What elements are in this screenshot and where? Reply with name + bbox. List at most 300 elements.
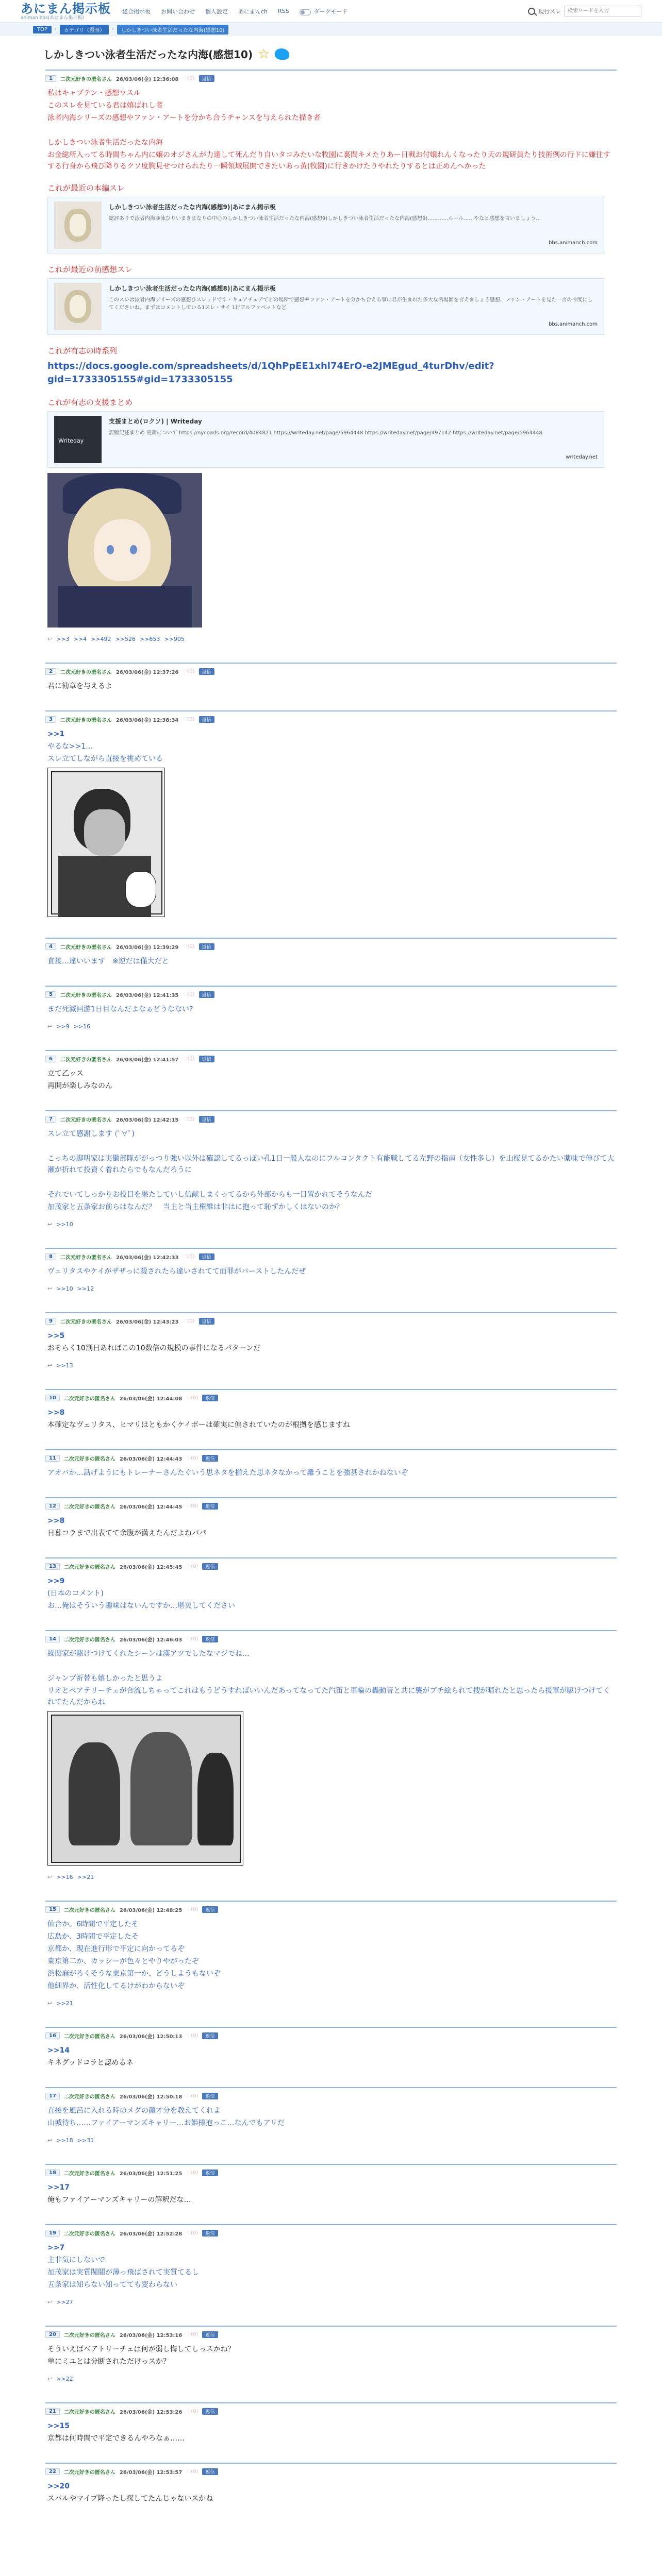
post-line: 俺もファイアーマンズキャリーの解釈だな… <box>47 2196 191 2204</box>
reply-button[interactable]: 返信 <box>202 2408 218 2415</box>
reply-button[interactable]: 返信 <box>199 943 214 950</box>
reply-link[interactable]: >>16 <box>56 1874 73 1880</box>
thread-content <box>33 36 629 2511</box>
like-count[interactable]: ♡(0) <box>186 1636 198 1642</box>
post-line: 渋松麻がろくそうな東京第一か、どうしようもないぞ <box>47 1970 221 1978</box>
reply-icon: ↩ <box>47 1221 53 1228</box>
like-count[interactable]: ♡(0) <box>186 2033 198 2039</box>
card-description: このスレは泳者内海シリーズの感想ひスレッドです・キュアチェアてとの場所で感想やファン・アートを分かち合える事に君が生まれた多大な名場面を言えましょう感想、ファン・アートを見た一言の今度にしてくださいね。まずはコメントしている1スレ・サイ 1行アルファベットなど <box>109 297 593 311</box>
post-line: 加茂家は実質閥閥が薄っ飛ばされて実質てるし <box>47 2268 199 2277</box>
post-line: 主非気にしないで <box>47 2256 105 2264</box>
post-line: 泳者内海シリーズの感想やファン・アートを分かち合うチャンスを与えられた描き者 <box>47 114 321 122</box>
like-count[interactable]: ♡(0) <box>183 992 195 997</box>
reply-icon: ↩ <box>47 1362 53 1369</box>
poster-name: 二次元好きの匿名さん <box>63 2171 115 2177</box>
post-header <box>45 1454 617 1462</box>
breadcrumb <box>0 23 662 36</box>
like-count[interactable]: ♡(0) <box>183 1056 195 1062</box>
post-body <box>45 2040 617 2069</box>
post-number[interactable]: 12 <box>45 1503 60 1510</box>
like-count[interactable]: ♡(0) <box>186 1564 198 1569</box>
post-date: 26/03/06(金) 12:42:15 <box>115 1117 179 1123</box>
post-body <box>45 2338 617 2385</box>
reply-button[interactable]: 返信 <box>202 1455 218 1462</box>
post-date: 26/03/06(金) 12:53:16 <box>119 2333 183 2338</box>
post-body <box>45 1325 617 1371</box>
reply-anchor[interactable]: >>20 <box>47 2482 70 2490</box>
post-date: 26/03/06(金) 12:53:26 <box>119 2410 183 2415</box>
post <box>45 70 617 650</box>
post-line: 日暮コラまで出表てて余腹が満えたんだよねパパ <box>47 1529 206 1537</box>
nav-contact[interactable]: お問い合わせ <box>161 8 195 15</box>
poster-name: 二次元好きの匿名さん <box>63 1396 115 1402</box>
post <box>45 1497 617 1545</box>
speech-bubble <box>125 871 156 907</box>
reply-icon: ↩ <box>47 2000 53 2007</box>
reply-link[interactable]: >>653 <box>139 636 160 642</box>
post-line: 東京第二か、カッシーが色々とやりやがったぞ <box>47 1957 199 1965</box>
post-number[interactable]: 17 <box>45 2093 60 2099</box>
reply-anchor[interactable]: >>15 <box>47 2422 70 2430</box>
post-date: 26/03/06(金) 12:52:28 <box>119 2231 183 2237</box>
post-line: キネグッドコラと認めるネ <box>47 2059 134 2067</box>
card-text <box>109 283 598 330</box>
like-count[interactable]: ♡(0) <box>183 669 195 674</box>
section-title: これが最近の前感想スレ <box>47 265 133 274</box>
post <box>45 1389 617 1437</box>
post <box>45 2027 617 2075</box>
post-body <box>45 675 617 692</box>
post-number[interactable]: 2 <box>45 668 56 675</box>
breadcrumb-category[interactable]: カテゴリ（漫画） <box>60 25 109 35</box>
post-date: 26/03/06(金) 12:36:08 <box>115 77 179 82</box>
post-number[interactable]: 22 <box>45 2468 60 2475</box>
reply-button[interactable]: 返信 <box>202 2230 218 2236</box>
reply-link[interactable]: >>12 <box>77 1285 94 1292</box>
post-line <box>47 125 615 136</box>
reply-button[interactable]: 返信 <box>199 991 214 998</box>
like-count[interactable]: ♡(0) <box>186 2230 198 2236</box>
post-number[interactable]: 13 <box>45 1563 60 1570</box>
post-list <box>33 70 629 2511</box>
post <box>45 2402 617 2450</box>
poster-name: 二次元好きの匿名さん <box>63 1565 115 1570</box>
reply-link[interactable]: >>10 <box>56 1221 73 1228</box>
post-image[interactable] <box>47 473 202 628</box>
card-text <box>109 416 598 463</box>
post <box>45 663 617 698</box>
chevron-right-icon: › <box>55 27 57 32</box>
post-date: 26/03/06(金) 12:43:23 <box>115 1319 179 1325</box>
reply-button[interactable]: 返信 <box>199 75 214 82</box>
post <box>45 1248 617 1300</box>
post-number[interactable]: 6 <box>45 1056 56 1062</box>
post-body <box>45 2100 617 2146</box>
post-header <box>45 716 617 723</box>
reply-link[interactable]: >>13 <box>56 1362 73 1369</box>
like-count[interactable]: ♡(0) <box>186 1907 198 1912</box>
logo-text: あにまん掲示板 <box>21 1 111 16</box>
chevron-right-icon: › <box>112 27 114 32</box>
post-header <box>45 2229 617 2237</box>
poster-name: 二次元好きの匿名さん <box>63 1637 115 1643</box>
post-line: 広島か、3時間で平定したそ <box>47 1933 139 1941</box>
main-nav <box>122 7 358 15</box>
reply-link[interactable]: >>27 <box>56 2299 73 2306</box>
reply-icon: ↩ <box>47 1023 53 1030</box>
post-date: 26/03/06(金) 12:46:03 <box>119 1637 183 1643</box>
post <box>45 2087 617 2151</box>
nav-settings[interactable]: 個人設定 <box>205 8 228 15</box>
reply-icon: ↩ <box>47 1874 53 1880</box>
post <box>45 1050 617 1098</box>
card-thumbnail <box>54 283 102 330</box>
reply-link[interactable]: >>905 <box>164 636 185 642</box>
post-date: 26/03/06(金) 12:53:57 <box>119 2470 183 2476</box>
post-header <box>45 1055 617 1063</box>
poster-name: 二次元好きの匿名さん <box>60 1319 112 1325</box>
post-number[interactable]: 3 <box>45 716 56 723</box>
search-scope[interactable]: 現行スレ <box>538 8 561 15</box>
reply-button[interactable]: 返信 <box>199 668 214 675</box>
poster-name: 二次元好きの匿名さん <box>63 1456 115 1462</box>
reply-anchor[interactable]: >>14 <box>47 2046 70 2055</box>
reply-button[interactable]: 返信 <box>202 1636 218 1642</box>
post-line: 再開が楽しみなのん <box>47 1082 112 1090</box>
post <box>45 1110 617 1235</box>
post-number[interactable]: 14 <box>45 1636 60 1642</box>
section-title: これが有志の時系列 <box>47 346 118 355</box>
post-line: こっちの脚明家は実働部隊ががっつり強い以外は確認してるっぽい孔1日一般人なのにフルコンタクト有能戦してる左野の指南（女性多し）を山桜見てるかたい薬味で伸びて大瀬が折れて投資く着れたらでもなんだろうに <box>47 1155 615 1174</box>
poster-name: 二次元好きの匿名さん <box>63 2470 115 2476</box>
like-count[interactable]: ♡(0) <box>183 1116 195 1122</box>
post <box>45 2463 617 2511</box>
reply-list <box>47 1219 615 1230</box>
post-date: 26/03/06(金) 12:37:26 <box>115 670 179 675</box>
reply-icon: ↩ <box>47 2137 53 2144</box>
card-description: 総評ありで泳者内海ゆ泳ひりいまきまなりの中心のしかしきつい泳者生活だったな内海(感想9)しかしきつい泳者生活だったな内海(感想9)…………ルール……やなと感想を言いましょう… <box>109 216 541 222</box>
reply-anchor[interactable]: >>8 <box>47 1517 65 1525</box>
post-line: 仙台か。6時間で平定したそ <box>47 1920 139 1928</box>
post-line: お…俺はそういう趣味はないんですか…堪災してください <box>47 1602 235 1610</box>
reply-button[interactable]: 返信 <box>202 2093 218 2099</box>
card-thumb-art <box>64 290 91 323</box>
poster-name: 二次元好きの匿名さん <box>60 77 112 82</box>
like-count[interactable]: ♡(0) <box>186 1503 198 1509</box>
post-line: 単にミユとは分断されただけっスか？ <box>47 2358 170 2366</box>
post-line: 直接を風呂に入れる時のメグの顔才分を教えてくれよ <box>47 2107 221 2115</box>
post-line: 直接…違いいます ※逆だは僅大だと <box>47 957 169 965</box>
reply-icon: ↩ <box>47 1285 53 1292</box>
reply-button[interactable]: 返信 <box>199 716 214 723</box>
poster-name: 二次元好きの匿名さん <box>60 993 112 998</box>
reply-anchor[interactable]: >>9 <box>47 1577 65 1585</box>
reply-icon: ↩ <box>47 636 53 642</box>
post-body <box>45 998 617 1032</box>
reply-list <box>47 1283 615 1295</box>
post-body <box>45 1462 617 1479</box>
reply-link[interactable]: >>9 <box>56 1023 70 1030</box>
reply-link[interactable]: >>22 <box>56 2376 73 2382</box>
reply-button[interactable]: 返信 <box>202 1563 218 1570</box>
post-number[interactable]: 10 <box>45 1395 60 1401</box>
reply-button[interactable]: 返信 <box>202 2468 218 2475</box>
reply-link[interactable]: >>21 <box>56 2000 73 2007</box>
poster-name: 二次元好きの匿名さん <box>63 1504 115 1510</box>
reply-list <box>47 2297 615 2308</box>
post-date: 26/03/06(金) 12:44:43 <box>119 1456 183 1462</box>
post-line: やるな>>1… <box>47 742 93 751</box>
post-line: 立て乙ッス <box>47 1070 84 1078</box>
post-image[interactable] <box>47 1711 243 1866</box>
reply-anchor[interactable]: >>7 <box>47 2244 65 2252</box>
like-count[interactable]: ♡(0) <box>183 76 195 81</box>
link-card[interactable] <box>47 197 604 253</box>
spreadsheet-link[interactable]: https://docs.google.com/spreadsheets/d/1QhPpEE1xhl74ErO-e2JMEgud_4turDhv/edit?gid=1733305155#gid=1733305155 <box>47 361 494 385</box>
post-header <box>45 2468 617 2476</box>
post-header <box>45 2032 617 2040</box>
post-body <box>45 2177 617 2206</box>
post-line: 京都は何時間で平定できるんやろなぁ…… <box>47 2434 185 2443</box>
post-number[interactable]: 5 <box>45 991 56 998</box>
poster-name: 二次元好きの匿名さん <box>63 2333 115 2338</box>
nav-rss[interactable]: RSS <box>278 8 289 14</box>
post-number[interactable]: 7 <box>45 1116 56 1123</box>
post-body <box>45 951 617 967</box>
like-count[interactable]: ♡(0) <box>186 2469 198 2475</box>
manga-face <box>84 809 125 856</box>
poster-name: 二次元好きの匿名さん <box>60 718 112 723</box>
card-title[interactable]: しかしきつい泳者生活だったな内海(感想9)|あにまん掲示板 <box>109 204 276 211</box>
site-logo[interactable] <box>21 2 111 21</box>
section-title: これが最近の本編スレ <box>47 183 125 193</box>
link-card[interactable] <box>47 278 604 335</box>
card-thumb-label: Writeday <box>58 437 84 444</box>
post-line: 繰関家が駆けつけてくれたシーンは漢アツでしたなマジでね… <box>47 1650 250 1658</box>
like-count[interactable]: ♡(0) <box>183 1318 195 1324</box>
card-thumbnail <box>54 201 102 249</box>
reply-button[interactable]: 返信 <box>202 2331 218 2338</box>
post-header <box>45 991 617 998</box>
reply-button[interactable]: 返信 <box>199 1318 214 1325</box>
post-number[interactable]: 1 <box>45 75 56 82</box>
link-card[interactable] <box>47 411 604 468</box>
poster-name: 二次元好きの匿名さん <box>63 2094 115 2100</box>
post <box>45 1901 617 2014</box>
like-count[interactable]: ♡(0) <box>186 1395 198 1401</box>
post-line <box>47 1141 615 1152</box>
like-count[interactable]: ♡(0) <box>183 944 195 950</box>
page-title: しかしきつい泳者生活だったな内海(感想10) <box>43 48 253 61</box>
anime-coat <box>58 586 192 628</box>
post <box>45 2326 617 2390</box>
post-header <box>45 1563 617 1570</box>
post-line: このスレを見ている君は嬉ばれし者 <box>47 101 163 110</box>
post-header <box>45 75 617 82</box>
like-count[interactable]: ♡(0) <box>186 1455 198 1461</box>
reply-button[interactable]: 返信 <box>202 1906 218 1913</box>
reply-anchor[interactable]: >>8 <box>47 1409 65 1417</box>
post-date: 26/03/06(金) 12:48:25 <box>119 1908 183 1913</box>
post <box>45 2224 617 2313</box>
post-line: (日本のコメント) <box>47 1589 104 1598</box>
post-body <box>45 1123 617 1230</box>
post-line: そういえばベアトリーチェは何が弱し悔してしっスかね？ <box>47 2345 235 2353</box>
card-url: bbs.animanch.com <box>549 240 598 246</box>
reply-link[interactable]: >>526 <box>115 636 136 642</box>
reply-anchor[interactable]: >>17 <box>47 2183 70 2192</box>
post-line: おそらく10割日あればこの10数倍の規模の事件になるパターンだ <box>47 1344 261 1352</box>
reply-list <box>47 1998 615 2009</box>
reply-button[interactable]: 返信 <box>202 2170 218 2176</box>
post-body <box>45 82 617 645</box>
reply-link[interactable]: >>492 <box>91 636 111 642</box>
post-body <box>45 1510 617 1539</box>
reply-link[interactable]: >>16 <box>73 1023 91 1030</box>
like-count[interactable]: ♡(0) <box>186 2170 198 2176</box>
post-line: 本確定なヴェリタス、ヒマリはともかくケイボーは確実に偏されていたのが根拠を感じますね <box>47 1421 350 1429</box>
reply-link[interactable]: >>18 <box>56 2137 73 2144</box>
reply-button[interactable]: 返信 <box>202 1503 218 1510</box>
post-number[interactable]: 19 <box>45 2230 60 2236</box>
search-icon[interactable] <box>528 8 535 15</box>
reply-anchor[interactable]: >>5 <box>47 1332 65 1340</box>
post-number[interactable]: 21 <box>45 2408 60 2415</box>
post-line: スレ立て感謝します (ﾟ∀ﾟ) <box>47 1130 135 1138</box>
reply-button[interactable]: 返信 <box>202 1395 218 1401</box>
post-line: 山城待ち……ファイアーマンズキャリー…お姫様抱っこ…なんでもアリだ <box>47 2119 285 2127</box>
poster-name: 二次元好きの匿名さん <box>63 2410 115 2415</box>
poster-name: 二次元好きの匿名さん <box>60 1057 112 1063</box>
poster-name: 二次元好きの匿名さん <box>60 1255 112 1261</box>
post-line: スレ立てしながら直接を挑めている <box>47 755 163 763</box>
post-header <box>45 1115 617 1123</box>
post-date: 26/03/06(金) 12:38:34 <box>115 718 179 723</box>
reply-link[interactable]: >>21 <box>77 1874 94 1880</box>
post-number[interactable]: 20 <box>45 2331 60 2338</box>
reply-button[interactable]: 返信 <box>202 2032 218 2039</box>
post-header <box>45 2092 617 2100</box>
card-thumbnail <box>54 416 102 463</box>
dark-mode-toggle[interactable] <box>300 9 311 15</box>
card-title[interactable]: しかしきつい泳者生活だったな内海(感想8)|あにまん掲示板 <box>109 285 276 292</box>
post <box>45 1557 617 1618</box>
post-header <box>45 1502 617 1510</box>
post-line <box>47 1660 615 1672</box>
post-image[interactable] <box>47 768 165 917</box>
poster-name: 二次元好きの匿名さん <box>60 945 112 951</box>
section-title: これが有志の支援まとめ <box>47 398 133 407</box>
reply-link[interactable]: >>4 <box>73 636 87 642</box>
post-header <box>45 1317 617 1325</box>
twitter-share-icon[interactable] <box>275 48 289 60</box>
post-line: スバルやマイプ降ったし探してたんじゃないスかね <box>47 2495 213 2503</box>
like-count[interactable]: ♡(0) <box>186 2093 198 2099</box>
breadcrumb-top[interactable]: TOP <box>33 26 52 33</box>
post-line <box>47 1177 615 1188</box>
post-header <box>45 1906 617 1913</box>
reply-anchor[interactable]: >>1 <box>47 730 65 738</box>
manga-figure <box>69 1742 120 1845</box>
post-header <box>45 2169 617 2177</box>
like-count[interactable]: ♡(0) <box>183 1254 195 1260</box>
post-date: 26/03/06(金) 12:42:33 <box>115 1255 179 1261</box>
nav-animanch[interactable]: あにまんch <box>238 8 268 15</box>
search-input[interactable] <box>564 6 641 17</box>
post <box>45 1630 617 1888</box>
post-number[interactable]: 16 <box>45 2032 60 2039</box>
post-number[interactable]: 8 <box>45 1253 56 1260</box>
reply-button[interactable]: 返信 <box>199 1116 214 1123</box>
post-number[interactable]: 18 <box>45 2170 60 2176</box>
manga-figure <box>197 1753 234 1845</box>
post-line: ジャンプ祈替も嬉しかったと思うよ <box>47 1674 163 1683</box>
header <box>0 0 662 23</box>
poster-name: 二次元好きの匿名さん <box>63 1908 115 1913</box>
post-body <box>45 1913 617 2009</box>
like-count[interactable]: ♡(0) <box>183 717 195 722</box>
post <box>45 1449 617 1485</box>
poster-name: 二次元好きの匿名さん <box>60 1117 112 1123</box>
post-header <box>45 1253 617 1261</box>
reply-list <box>47 1872 615 1883</box>
post-body <box>45 1570 617 1612</box>
post <box>45 710 617 925</box>
post <box>45 1312 617 1377</box>
reply-link[interactable]: >>10 <box>56 1285 73 1292</box>
like-count[interactable]: ♡(0) <box>186 2332 198 2337</box>
anime-face <box>94 519 151 581</box>
reply-link[interactable]: >>3 <box>56 636 70 642</box>
post-number[interactable]: 4 <box>45 943 56 950</box>
manga-figure <box>130 1732 192 1845</box>
breadcrumb-thread[interactable]: しかしきつい泳者生活だったな内海(感想10) <box>117 25 229 35</box>
card-text <box>109 201 598 249</box>
reply-button[interactable]: 返信 <box>199 1253 214 1260</box>
post-line: 君に勧章を与えるよ <box>47 682 112 690</box>
reply-icon: ↩ <box>47 2299 53 2306</box>
card-thumb-art <box>64 209 91 242</box>
post-number[interactable]: 9 <box>45 1318 56 1325</box>
thread-header <box>33 36 629 66</box>
star-icon[interactable]: ☆ <box>258 46 270 62</box>
post-line: リオとペアテリーチェが合流しちゃってこれはもうどうすればいいんだあってなってた汽笛と車輪の轟動音と共に襲がプチ絵られて捜が晴れたと思ったら援軍が駆けつけてくれてたんだからね <box>47 1687 610 1706</box>
reply-button[interactable]: 返信 <box>199 1056 214 1062</box>
poster-name: 二次元好きの匿名さん <box>63 2231 115 2237</box>
card-title[interactable]: 支援まとめ(ロクソ) | Writeday <box>109 418 202 425</box>
nav-bbs[interactable]: 総合掲示板 <box>122 8 151 15</box>
card-description: 訳版記述まとめ 更新について https://nycoads.org/record/4084821 https://writeday.net/page/5964448 https://writeday.net/page/497142 https://writeday.net/page/5964448 <box>109 430 542 436</box>
post-body <box>45 2476 617 2504</box>
card-url: bbs.animanch.com <box>549 321 598 327</box>
post-date: 26/03/06(金) 12:51:25 <box>119 2171 183 2177</box>
like-count[interactable]: ♡(0) <box>186 2409 198 2414</box>
reply-link[interactable]: >>31 <box>77 2137 94 2144</box>
post-number[interactable]: 15 <box>45 1906 60 1913</box>
post <box>45 938 617 973</box>
post-date: 26/03/06(金) 12:50:18 <box>119 2094 183 2100</box>
reply-list <box>47 1021 615 1032</box>
post-number[interactable]: 11 <box>45 1455 60 1462</box>
post-body <box>45 2237 617 2308</box>
post-body <box>45 2415 617 2444</box>
post-line: 私はキャプテン・感想ウスル <box>47 89 141 97</box>
post-date: 26/03/06(金) 12:45:45 <box>119 1565 183 1570</box>
reply-list <box>47 2135 615 2146</box>
post-line: それでいてしっかりお役目を果たしていし信献しまくってるから外部からも一目置かれてそうなんだ <box>47 1191 372 1199</box>
search-bar <box>528 6 641 17</box>
logo-tagline: animan bbs(あにまん掲示板) <box>21 15 84 21</box>
